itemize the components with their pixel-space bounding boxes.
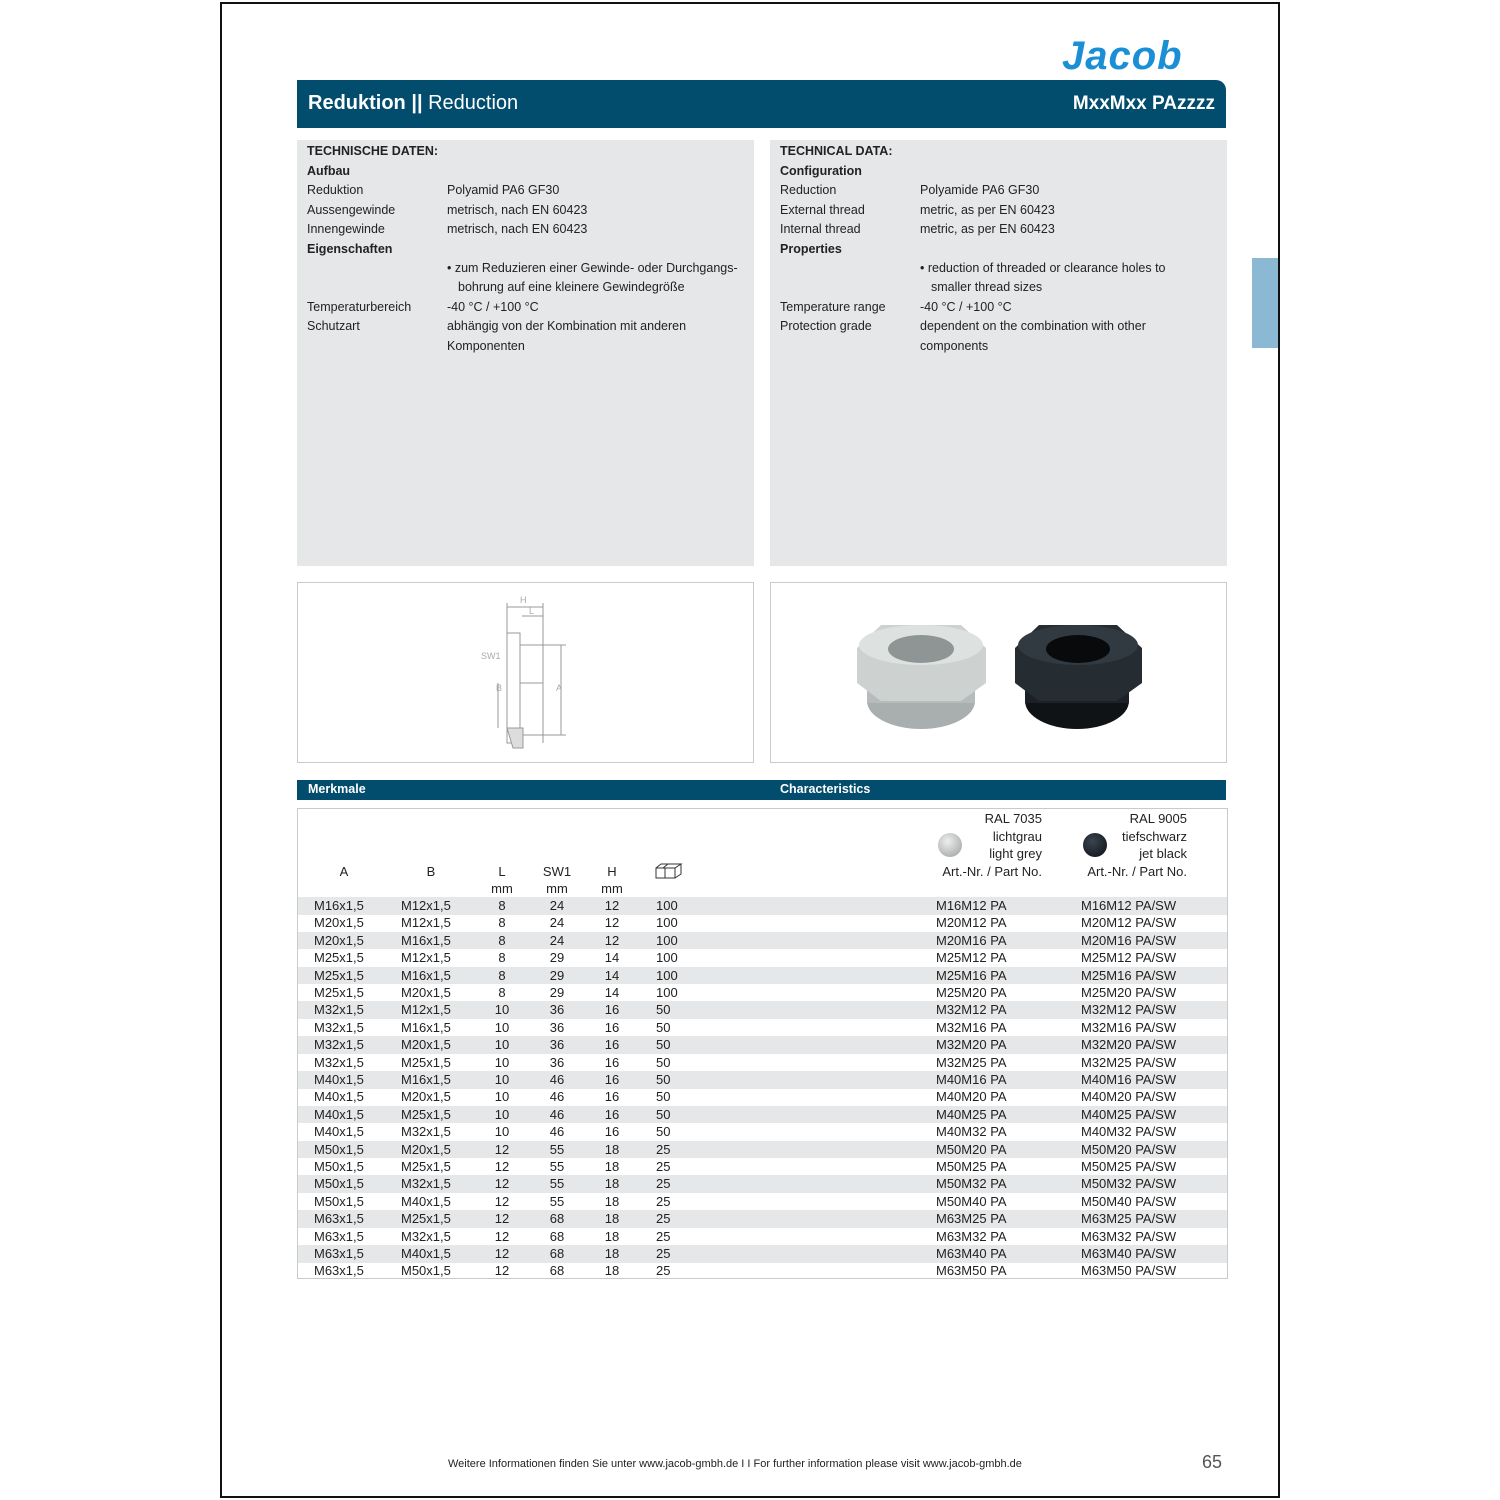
cell-h: 16 [604,1089,620,1105]
cell-part-black: M63M50 PA/SW [1081,1263,1177,1279]
characteristics-bar [297,780,1226,800]
cell-l: 10 [494,1072,510,1087]
cell-a: M32x1,5 [314,1019,364,1035]
cell-sw1: 46 [549,1106,565,1122]
table-row [298,932,1227,950]
black-ral: RAL 9005 [1129,811,1187,826]
cell-part-grey: M40M25 PA [936,1106,1007,1122]
tech-data-en [770,140,1227,566]
cell-l: 8 [498,915,506,931]
cell-sw1: 24 [549,898,565,913]
cell-sw1: 24 [549,932,565,948]
table-row [298,1175,1227,1193]
cell-a: M40x1,5 [314,1072,364,1087]
cell-b: M32x1,5 [401,1124,451,1140]
cell-b: M12x1,5 [401,1002,451,1018]
cell-qty: 25 [656,1246,671,1261]
cell-h: 12 [604,915,620,931]
cell-l: 8 [498,950,506,966]
cell-part-grey: M32M12 PA [936,1002,1007,1018]
cell-l: 10 [494,1124,510,1140]
cell-b: M40x1,5 [401,1246,451,1261]
table-row [298,1141,1227,1159]
cell-a: M50x1,5 [314,1159,364,1174]
page-title: Reduktion || Reduction [308,92,519,114]
label: Temperature range [780,300,886,314]
cell-qty: 50 [656,1019,671,1035]
cell-part-grey: M25M16 PA [936,967,1007,983]
dim-B: B [496,683,503,693]
cell-qty: 25 [656,1228,671,1244]
cell-qty: 25 [656,1159,671,1174]
cell-part-black: M32M16 PA/SW [1081,1019,1177,1035]
label: Temperaturbereich [307,300,412,314]
grey-ral: RAL 7035 [984,811,1042,826]
dim-H: H [520,595,527,605]
cell-sw1: 68 [549,1246,565,1261]
cell-h: 16 [604,1019,620,1035]
cell-sw1: 29 [549,950,565,966]
table-row [298,984,1227,1002]
cell-l: 10 [494,1002,510,1018]
cell-h: 16 [604,1072,620,1087]
table-row [298,914,1227,932]
cell-l: 12 [494,1141,510,1157]
cell-a: M25x1,5 [314,967,364,983]
jacob-logo: Jacob [1062,34,1183,78]
cell-sw1: 36 [549,1037,565,1053]
cell-qty: 100 [656,898,678,913]
cell-h: 18 [604,1176,620,1192]
footer-text: Weitere Informationen finden Sie unter www.jacob-gmbh.de I I For further information please visit www.jacob-gmbh.de [448,1458,1022,1470]
cell-b: M32x1,5 [401,1176,451,1192]
cell-b: M20x1,5 [401,1089,451,1105]
cell-part-grey: M16M12 PA [936,898,1007,913]
cell-b: M20x1,5 [401,1037,451,1053]
cell-part-black: M40M32 PA/SW [1081,1124,1177,1140]
label: Innengewinde [307,222,385,236]
cell-l: 10 [494,1054,510,1070]
label: Schutzart [307,319,360,333]
col-L: L [498,864,506,879]
cell-l: 10 [494,1089,510,1105]
cell-a: M32x1,5 [314,1002,364,1018]
cell-h: 16 [604,1002,620,1018]
cell-qty: 100 [656,915,678,931]
cell-qty: 25 [656,1263,671,1279]
label: Aussengewinde [307,203,396,217]
cell-a: M25x1,5 [314,950,364,966]
cell-qty: 50 [656,1037,671,1053]
cell-qty: 25 [656,1141,671,1157]
value: metrisch, nach EN 60423 [447,222,588,236]
section-de: Merkmale [308,782,366,796]
cell-qty: 100 [656,932,678,948]
cell-sw1: 55 [549,1141,565,1157]
table-row [298,1054,1227,1072]
package-quantity-icon [655,863,683,879]
cell-part-black: M20M16 PA/SW [1081,932,1177,948]
cell-sw1: 29 [549,985,565,1000]
cell-l: 8 [498,932,506,948]
cell-a: M20x1,5 [314,915,364,931]
value: Polyamide PA6 GF30 [920,183,1040,197]
cell-l: 12 [494,1228,510,1244]
cell-part-black: M40M16 PA/SW [1081,1072,1177,1087]
cell-l: 12 [494,1263,510,1279]
table-row [298,1193,1227,1211]
cell-part-grey: M63M40 PA [936,1246,1007,1261]
parts-table [297,808,1228,1279]
label: External thread [780,203,865,217]
dim-A: A [556,683,563,693]
cell-qty: 25 [656,1211,671,1227]
table-row [298,1245,1227,1263]
cell-h: 12 [604,932,620,948]
cell-part-grey: M63M50 PA [936,1263,1007,1279]
product-photo [771,583,1226,762]
value: -40 °C / +100 °C [920,300,1012,314]
table-row [298,1019,1227,1037]
cell-a: M63x1,5 [314,1263,364,1279]
cell-qty: 50 [656,1072,671,1087]
cell-a: M25x1,5 [314,985,364,1000]
cell-sw1: 68 [549,1263,565,1279]
cell-h: 16 [604,1106,620,1122]
table-row [298,967,1227,985]
table-row [298,1228,1227,1246]
heading: TECHNICAL DATA: [780,144,893,158]
label: Reduktion [307,183,364,197]
cell-qty: 100 [656,950,678,966]
cell-b: M32x1,5 [401,1228,451,1244]
cell-sw1: 36 [549,1019,565,1035]
cell-part-grey: M40M20 PA [936,1089,1007,1105]
black-en: jet black [1139,846,1187,861]
cell-a: M40x1,5 [314,1124,364,1140]
cell-a: M32x1,5 [314,1037,364,1053]
cell-sw1: 68 [549,1228,565,1244]
product-code: MxxMxx PAzzzz [1072,93,1215,114]
value: Komponenten [447,339,525,353]
cell-part-black: M16M12 PA/SW [1081,898,1177,913]
cell-l: 12 [494,1211,510,1227]
cell-part-black: M63M32 PA/SW [1081,1228,1177,1244]
cell-part-black: M63M40 PA/SW [1081,1246,1177,1261]
cell-l: 10 [494,1019,510,1035]
technical-drawing [298,583,753,762]
grey-de: lichtgrau [992,829,1042,844]
dim-SW1: SW1 [481,651,501,661]
cell-a: M63x1,5 [314,1228,364,1244]
cell-part-black: M40M20 PA/SW [1081,1089,1177,1105]
cell-h: 18 [604,1246,620,1261]
cell-part-black: M50M40 PA/SW [1081,1193,1177,1209]
cell-qty: 50 [656,1054,671,1070]
cell-b: M12x1,5 [401,915,451,931]
cell-qty: 50 [656,1106,671,1122]
cell-part-grey: M20M16 PA [936,932,1007,948]
cell-a: M50x1,5 [314,1193,364,1209]
cell-a: M63x1,5 [314,1211,364,1227]
table-row [298,1036,1227,1054]
subheading: Properties [780,242,842,256]
cell-part-black: M50M25 PA/SW [1081,1159,1177,1174]
cell-qty: 50 [656,1089,671,1105]
label: Internal thread [780,222,861,236]
cell-part-grey: M20M12 PA [936,915,1007,931]
cell-sw1: 55 [549,1176,565,1192]
col-A: A [339,864,349,879]
cell-a: M40x1,5 [314,1106,364,1122]
cell-h: 16 [604,1037,620,1053]
cell-qty: 50 [656,1124,671,1140]
cell-part-grey: M32M20 PA [936,1037,1007,1053]
cell-sw1: 46 [549,1072,565,1087]
cell-part-grey: M32M25 PA [936,1054,1007,1070]
cell-part-grey: M40M32 PA [936,1124,1007,1140]
cell-l: 10 [494,1037,510,1053]
cell-part-grey: M50M25 PA [936,1159,1007,1174]
side-tab-marker [1252,258,1278,348]
bullet-cont: smaller thread sizes [931,280,1043,294]
unit-L: mm [491,881,513,896]
cell-qty: 25 [656,1176,671,1192]
cell-l: 8 [498,898,506,913]
label: Protection grade [780,319,872,333]
value: dependent on the combination with other [920,319,1146,333]
cell-sw1: 55 [549,1159,565,1174]
cell-part-grey: M50M32 PA [936,1176,1007,1192]
cell-h: 16 [604,1054,620,1070]
cell-l: 8 [498,967,506,983]
cell-l: 12 [494,1246,510,1261]
value: abhängig von der Kombination mit anderen [447,319,687,333]
cell-sw1: 36 [549,1054,565,1070]
cell-h: 18 [604,1159,620,1174]
grey-part-header: Art.-Nr. / Part No. [942,864,1042,879]
cell-b: M40x1,5 [401,1193,451,1209]
cell-h: 16 [604,1124,620,1140]
cell-l: 12 [494,1159,510,1174]
table-row [298,1210,1227,1228]
cell-b: M12x1,5 [401,898,451,913]
cell-l: 12 [494,1193,510,1209]
cell-h: 14 [604,967,620,983]
heading: TECHNISCHE DATEN: [307,144,439,158]
cell-part-grey: M63M32 PA [936,1228,1007,1244]
cell-b: M20x1,5 [401,985,451,1000]
cell-h: 18 [604,1141,620,1157]
value: Polyamid PA6 GF30 [447,183,560,197]
cell-part-black: M63M25 PA/SW [1081,1211,1177,1227]
section-en: Characteristics [780,782,871,796]
bullet: • zum Reduzieren einer Gewinde- oder Durchgangs- [447,261,738,275]
cell-qty: 50 [656,1002,671,1018]
value: metric, as per EN 60423 [920,222,1055,236]
cell-part-black: M32M12 PA/SW [1081,1002,1177,1018]
cell-part-grey: M32M16 PA [936,1019,1007,1035]
table-row [298,1262,1227,1280]
cell-b: M25x1,5 [401,1054,451,1070]
cell-sw1: 29 [549,967,565,983]
subheading: Eigenschaften [307,242,393,256]
bullet-cont: bohrung auf eine kleinere Gewindegröße [458,280,685,294]
cell-part-grey: M63M25 PA [936,1211,1007,1227]
cell-b: M25x1,5 [401,1159,451,1174]
cell-h: 18 [604,1263,620,1279]
col-SW1: SW1 [542,864,572,879]
value: metric, as per EN 60423 [920,203,1055,217]
col-B: B [426,864,436,879]
cell-b: M25x1,5 [401,1211,451,1227]
black-part-header: Art.-Nr. / Part No. [1087,864,1187,879]
cell-part-black: M20M12 PA/SW [1081,915,1177,931]
black-swatch-icon [1083,833,1107,857]
cell-b: M20x1,5 [401,1141,451,1157]
unit-SW1: mm [546,881,568,896]
cell-sw1: 68 [549,1211,565,1227]
cell-part-grey: M40M16 PA [936,1072,1007,1087]
cell-part-black: M32M20 PA/SW [1081,1037,1177,1053]
subheading: Configuration [780,164,862,178]
cell-qty: 100 [656,985,678,1000]
label: Reduction [780,183,837,197]
cell-h: 14 [604,950,620,966]
cell-part-grey: M25M12 PA [936,950,1007,966]
cell-part-grey: M25M20 PA [936,985,1007,1000]
table-row [298,1158,1227,1176]
cell-qty: 100 [656,967,678,983]
cell-a: M50x1,5 [314,1176,364,1192]
cell-b: M50x1,5 [401,1263,451,1279]
cell-a: M16x1,5 [314,898,364,913]
cell-l: 10 [494,1106,510,1122]
cell-part-black: M25M12 PA/SW [1081,950,1177,966]
cell-b: M16x1,5 [401,932,451,948]
bullet: • reduction of threaded or clearance holes to [920,261,1166,275]
cell-part-grey: M50M40 PA [936,1193,1007,1209]
table-row [298,949,1227,967]
table-row [298,1106,1227,1124]
cell-a: M32x1,5 [314,1054,364,1070]
table-row [298,1088,1227,1106]
technical-drawing-box [297,582,754,763]
cell-part-grey: M50M20 PA [936,1141,1007,1157]
cell-h: 18 [604,1228,620,1244]
cell-part-black: M50M20 PA/SW [1081,1141,1177,1157]
cell-a: M40x1,5 [314,1089,364,1105]
cell-part-black: M50M32 PA/SW [1081,1176,1177,1192]
cell-a: M20x1,5 [314,932,364,948]
cell-sw1: 55 [549,1193,565,1209]
cell-part-black: M25M16 PA/SW [1081,967,1177,983]
cell-a: M50x1,5 [314,1141,364,1157]
cell-h: 12 [604,898,620,913]
cell-h: 18 [604,1211,620,1227]
cell-b: M25x1,5 [401,1106,451,1122]
cell-h: 18 [604,1193,620,1209]
cell-qty: 25 [656,1193,671,1209]
cell-h: 14 [604,985,620,1000]
cell-b: M16x1,5 [401,1019,451,1035]
tech-data-de [297,140,754,566]
grey-swatch-icon [938,833,962,857]
cell-part-black: M40M25 PA/SW [1081,1106,1177,1122]
cell-b: M12x1,5 [401,950,451,966]
page-number: 65 [1202,1452,1223,1472]
cell-b: M16x1,5 [401,1072,451,1087]
cell-sw1: 46 [549,1124,565,1140]
grey-reducer [857,625,986,729]
cell-l: 8 [498,985,506,1000]
table-row [298,1071,1227,1089]
value: -40 °C / +100 °C [447,300,539,314]
black-de: tiefschwarz [1121,829,1187,844]
cell-part-black: M32M25 PA/SW [1081,1054,1177,1070]
cell-part-black: M25M20 PA/SW [1081,985,1177,1000]
cell-a: M63x1,5 [314,1246,364,1261]
title-bar [297,80,1226,128]
cell-sw1: 36 [549,1002,565,1018]
product-photo-box [770,582,1227,763]
table-row [298,897,1227,915]
table-row [298,1123,1227,1141]
dim-L: L [529,606,535,616]
black-reducer [1015,625,1142,729]
cell-l: 12 [494,1176,510,1192]
cell-sw1: 24 [549,915,565,931]
grey-en: light grey [989,846,1042,861]
cell-b: M16x1,5 [401,967,451,983]
value: components [920,339,989,353]
table-row [298,1001,1227,1019]
subheading: Aufbau [307,164,351,178]
col-H: H [607,864,617,879]
value: metrisch, nach EN 60423 [447,203,588,217]
unit-H: mm [601,881,623,896]
cell-sw1: 46 [549,1089,565,1105]
